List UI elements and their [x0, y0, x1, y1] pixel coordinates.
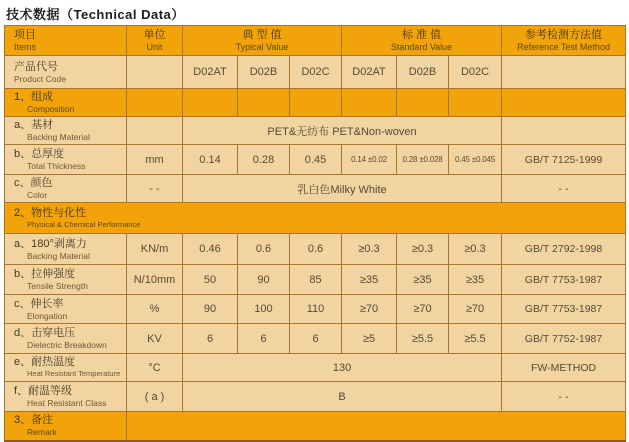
- thickness-unit: mm: [127, 145, 183, 175]
- heat-temp-en: Heat Resistant Temperature: [27, 369, 121, 378]
- thickness-ref: GB/T 7125-1999: [502, 145, 626, 175]
- dielectric-typical-2: 6: [238, 324, 290, 354]
- header-reference-zh: 参考检测方法值: [525, 29, 603, 41]
- dielectric-unit: KV: [127, 324, 183, 354]
- empty-cell: [502, 117, 626, 145]
- tensile-item-cell: [5, 265, 127, 295]
- heat-temp-span-value: 130: [183, 354, 502, 382]
- elongation-standard-3: ≥70: [449, 295, 502, 324]
- empty-cell: [397, 89, 449, 117]
- dielectric-ref: GB/T 7752-1987: [502, 324, 626, 354]
- tensile-ref: GB/T 7753-1987: [502, 265, 626, 295]
- tensile-standard-2: ≥35: [397, 265, 449, 295]
- elongation-unit: %: [127, 295, 183, 324]
- heat-class-ref: - -: [502, 382, 626, 412]
- header-standard-zh: 标 准 值: [401, 29, 442, 41]
- backing-span-value: PET&无纺布 PET&Non-woven: [183, 117, 502, 145]
- peel-standard-1: ≥0.3: [342, 234, 397, 265]
- peel-standard-2: ≥0.3: [397, 234, 449, 265]
- backing-en: Backing Material: [27, 132, 90, 142]
- empty-cell: [342, 89, 397, 117]
- backing-zh: a、基材: [14, 119, 54, 131]
- row-heat-temperature: [5, 354, 626, 382]
- empty-cell: [127, 56, 183, 89]
- empty-cell: [127, 89, 183, 117]
- empty-cell: [290, 89, 342, 117]
- peel-ref: GB/T 2792-1998: [502, 234, 626, 265]
- tensile-standard-1: ≥35: [342, 265, 397, 295]
- section-composition-en: Composition: [27, 104, 75, 114]
- section-remark-zh: 3、备注: [14, 414, 54, 427]
- elongation-typical-1: 90: [183, 295, 238, 324]
- row-backing-material: [5, 117, 626, 145]
- dielectric-standard-1: ≥5: [342, 324, 397, 354]
- empty-cell: [502, 56, 626, 89]
- thickness-typical-2: 0.28: [238, 145, 290, 175]
- tensile-standard-3: ≥35: [449, 265, 502, 295]
- section-composition-cell: [5, 89, 127, 117]
- row-total-thickness: [5, 145, 626, 175]
- heat-class-item-cell: [5, 382, 127, 412]
- section-composition-row: [5, 89, 626, 117]
- dielectric-standard-3: ≥5.5: [449, 324, 502, 354]
- color-unit: - -: [127, 175, 183, 203]
- header-items-zh: 项目: [14, 29, 36, 41]
- header-reference-cell: [502, 26, 626, 56]
- header-standard-cell: [342, 26, 502, 56]
- row-tensile-strength: [5, 265, 626, 295]
- backing-item-cell: [5, 117, 127, 145]
- heat-class-en: Heat Resistant Class: [27, 398, 107, 408]
- color-ref: - -: [502, 175, 626, 203]
- page-title: 技术数据（Technical Data）: [6, 7, 185, 22]
- product-code-standard-2: D02B: [397, 56, 449, 89]
- thickness-en: Total Thickness: [27, 161, 86, 171]
- elongation-typical-3: 110: [290, 295, 342, 324]
- thickness-standard-2: 0.28 ±0.028: [397, 145, 449, 175]
- elongation-standard-2: ≥70: [397, 295, 449, 324]
- product-code-typical-2: D02B: [238, 56, 290, 89]
- peel-typical-2: 0.6: [238, 234, 290, 265]
- thickness-standard-1: 0.14 ±0.02: [342, 145, 397, 175]
- header-unit-zh: 单位: [143, 29, 166, 41]
- peel-zh: a、180°剥离力: [14, 237, 87, 250]
- header-unit-cell: [127, 26, 183, 56]
- dielectric-en: Dielectric Breakdown: [27, 340, 107, 350]
- product-code-row: [5, 56, 626, 89]
- remark-empty-cell: [127, 412, 626, 441]
- section-physical-cell: [5, 203, 626, 234]
- product-code-zh: 产品代号: [14, 60, 58, 73]
- color-span-value: 乳白色Milky White: [183, 175, 502, 203]
- row-elongation: [5, 295, 626, 324]
- heat-temp-ref: FW-METHOD: [502, 354, 626, 382]
- header-items-cell: [5, 26, 127, 56]
- thickness-zh: b、总厚度: [14, 148, 65, 160]
- section-remark-row: [5, 412, 626, 441]
- heat-class-unit: ( a ): [127, 382, 183, 412]
- elongation-en: Elongation: [27, 310, 68, 321]
- section-remark-en: Remark: [27, 427, 57, 438]
- color-en: Color: [27, 190, 48, 200]
- header-typical-cell: [183, 26, 342, 56]
- product-code-item-cell: [5, 56, 127, 89]
- technical-data-table: [4, 25, 626, 442]
- peel-unit: KN/m: [127, 234, 183, 265]
- heat-temp-unit: °C: [127, 354, 183, 382]
- product-code-standard-3: D02C: [449, 56, 502, 89]
- product-code-typical-3: D02C: [290, 56, 342, 89]
- header-unit-en: Unit: [146, 42, 163, 52]
- tensile-zh: b、拉伸强度: [14, 268, 76, 280]
- section-physical-zh: 2、物性与化性: [14, 206, 87, 219]
- empty-cell: [502, 89, 626, 117]
- heat-temp-zh: e、耐热温度: [14, 356, 76, 368]
- row-peel-strength: [5, 234, 626, 265]
- empty-cell: [238, 89, 290, 117]
- empty-cell: [449, 89, 502, 117]
- empty-cell: [183, 89, 238, 117]
- tensile-typical-3: 85: [290, 265, 342, 295]
- section-remark-cell: [5, 412, 127, 441]
- heat-class-zh: f、耐温等级: [14, 385, 73, 397]
- thickness-item-cell: [5, 145, 127, 175]
- empty-cell: [127, 117, 183, 145]
- peel-typical-1: 0.46: [183, 234, 238, 265]
- header-standard-en: Standard Value: [390, 42, 453, 52]
- product-code-standard-1: D02AT: [342, 56, 397, 89]
- heat-class-span-value: B: [183, 382, 502, 412]
- elongation-ref: GB/T 7753-1987: [502, 295, 626, 324]
- elongation-typical-2: 100: [238, 295, 290, 324]
- header-typical-zh: 典 型 值: [242, 29, 282, 41]
- product-code-typical-1: D02AT: [183, 56, 238, 89]
- section-physical-en: Physical & Chemical Performance: [27, 219, 141, 229]
- heat-temp-item-cell: [5, 354, 127, 382]
- section-physical-row: [5, 203, 626, 234]
- color-item-cell: [5, 175, 127, 203]
- tensile-unit: N/10mm: [127, 265, 183, 295]
- row-dielectric-breakdown: [5, 324, 626, 354]
- header-typical-en: Typical Value: [235, 42, 289, 52]
- elongation-zh: c、伸长率: [14, 297, 64, 310]
- elongation-standard-1: ≥70: [342, 295, 397, 324]
- header-items-en: Items: [14, 42, 37, 52]
- section-composition-zh: 1、组成: [14, 91, 54, 103]
- product-code-en: Product Code: [14, 73, 66, 84]
- thickness-typical-1: 0.14: [183, 145, 238, 175]
- dielectric-zh: d、击穿电压: [14, 327, 76, 339]
- row-heat-class: [5, 382, 626, 412]
- elongation-item-cell: [5, 295, 127, 324]
- peel-typical-3: 0.6: [290, 234, 342, 265]
- dielectric-typical-3: 6: [290, 324, 342, 354]
- tensile-typical-2: 90: [238, 265, 290, 295]
- dielectric-item-cell: [5, 324, 127, 354]
- color-zh: c、颜色: [14, 177, 53, 189]
- dielectric-typical-1: 6: [183, 324, 238, 354]
- peel-item-cell: [5, 234, 127, 265]
- peel-standard-3: ≥0.3: [449, 234, 502, 265]
- row-color: [5, 175, 626, 203]
- header-reference-en: Reference Test Method: [517, 42, 610, 52]
- dielectric-standard-2: ≥5.5: [397, 324, 449, 354]
- tensile-en: Tensile Strength: [27, 281, 88, 291]
- peel-en: Backing Material: [27, 250, 90, 261]
- thickness-standard-3: 0.45 ±0.045: [449, 145, 502, 175]
- thickness-typical-3: 0.45: [290, 145, 342, 175]
- table-header-row: [5, 26, 626, 56]
- tensile-typical-1: 50: [183, 265, 238, 295]
